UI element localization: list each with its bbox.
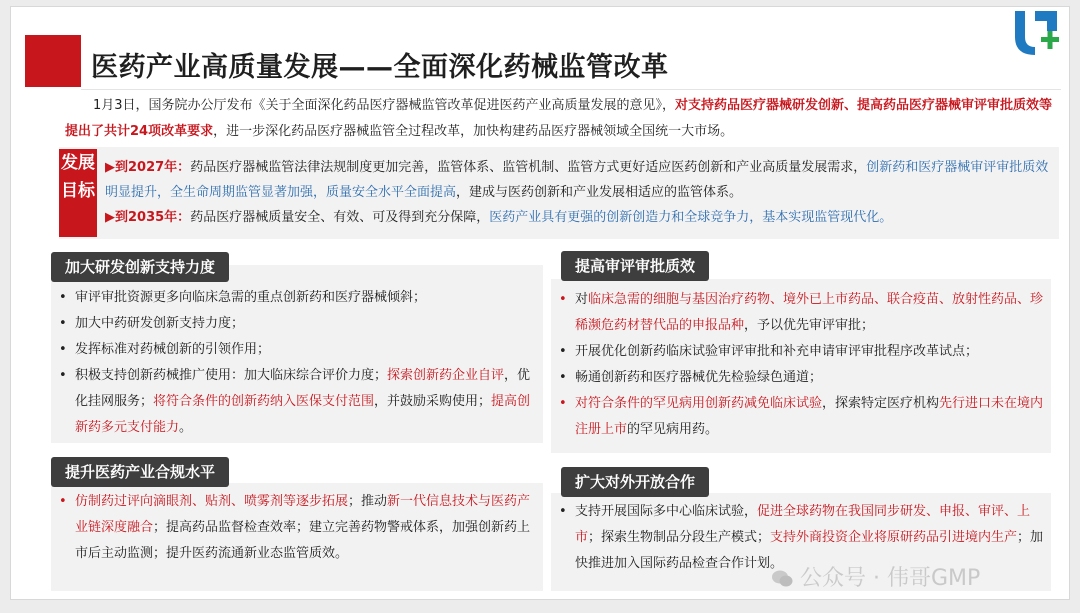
watermark-text: 公众号 · 伟哥GMP bbox=[800, 566, 981, 591]
goal-2035-text-1: 药品医疗器械质量安全、有效、可及得到充分保障， bbox=[190, 210, 490, 225]
goal-2027-text-2: 创新药和医疗器械审评审批质效明显提升，全生命周期监管显著加强，质量安全水平全面提高 bbox=[105, 160, 1049, 200]
goal-2027-year: ▶到2027年： bbox=[105, 160, 191, 175]
open-item-1-e: ；加快推进加入国际药品检查合作计划。 bbox=[575, 530, 1044, 571]
rd-item-4-d: 将符合条件的创新药纳入医保支付范围 bbox=[153, 394, 375, 409]
goals-tag: 发展目标 bbox=[59, 149, 97, 237]
rd-item-4-e: ，并鼓励采购使用； bbox=[374, 394, 492, 409]
open-item-1-c: ；探索生物制品分段生产模式； bbox=[588, 530, 771, 545]
compliance-item-1-b: ；推动 bbox=[348, 494, 388, 509]
development-goals-box bbox=[59, 147, 1059, 239]
review-section-title: 提高审评审批质效 bbox=[561, 251, 709, 281]
review-section-box bbox=[551, 279, 1051, 453]
compliance-item-1-a: 仿制药过评向滴眼剂、贴剂、喷雾剂等逐步拓展 bbox=[75, 494, 349, 509]
rd-item-4-f: 提高创新药多元支付能力 bbox=[75, 394, 531, 435]
intro-text-highlight: 对支持药品医疗器械研发创新、提高药品医疗器械审评审批质效等提出了共计24项改革要求 bbox=[65, 98, 1053, 139]
rd-item-4-b: 探索创新药企业自评 bbox=[387, 368, 505, 383]
page-title: 医药产业高质量发展——全面深化药械监管改革 bbox=[91, 52, 669, 83]
intro-paragraph bbox=[65, 93, 1065, 145]
review-item-4-a: 对符合条件的罕见病用创新药减免临床试验 bbox=[575, 396, 823, 411]
open-section-title: 扩大对外开放合作 bbox=[561, 467, 709, 497]
header-divider bbox=[81, 89, 1061, 90]
rd-section-title: 加大研发创新支持力度 bbox=[51, 252, 229, 282]
rd-item-4 bbox=[51, 363, 543, 441]
compliance-section-box bbox=[51, 483, 543, 591]
wechat-icon bbox=[771, 569, 793, 589]
watermark bbox=[771, 561, 980, 592]
open-item-1-a: 支持开展国际多中心临床试验， bbox=[575, 504, 758, 519]
goal-2027 bbox=[105, 155, 1051, 205]
goal-2035-year: ▶到2035年： bbox=[105, 210, 191, 225]
review-item-4 bbox=[551, 391, 1051, 443]
goal-2027-text-1: 药品医疗器械监管法律法规制度更加完善，监管体系、监管机制、监管方式更好适应医药创新和产业高质量发展需求， bbox=[190, 160, 867, 175]
review-item-3: • 畅通创新药和医疗器械优先检验绿色通道； bbox=[551, 365, 1051, 391]
goal-2035-text-2: 医药产业具有更强的创新创造力和全球竞争力，基本实现监管现代化。 bbox=[489, 210, 893, 225]
rd-item-3: • 发挥标准对药械创新的引领作用； bbox=[51, 337, 543, 363]
slide bbox=[10, 6, 1070, 600]
review-item-1-b: 临床急需的细胞与基因治疗药物、境外已上市药品、联合疫苗、放射性药品、珍稀濒危药材替代品的申报品种 bbox=[575, 292, 1044, 333]
compliance-section-title: 提升医药产业合规水平 bbox=[51, 457, 229, 487]
compliance-item-1-c: 新一代信息技术与医药产业链深度融合 bbox=[75, 494, 531, 535]
compliance-item-1-d: ；提高药品监督检查效率；建立完善药物警戒体系，加强创新药上市后主动监测；提升医药流通新业态监管质效。 bbox=[75, 520, 531, 561]
goals-text bbox=[105, 155, 1051, 230]
goal-2035 bbox=[105, 205, 1051, 230]
rd-item-4-c: ，优化挂网服务； bbox=[75, 368, 531, 409]
title-accent-bar bbox=[25, 35, 81, 87]
brand-logo-icon bbox=[1011, 7, 1061, 57]
intro-text-1: 1月3日，国务院办公厅发布《关于全面深化药品医疗器械监管改革促进医药产业高质量发展的意见》， bbox=[93, 98, 676, 113]
review-item-1 bbox=[551, 287, 1051, 339]
open-item-1-d: 支持外商投资企业将原研药品引进境内生产 bbox=[770, 530, 1018, 545]
review-item-2: • 开展优化创新药临床试验审评审批和补充申请审评审批程序改革试点； bbox=[551, 339, 1051, 365]
rd-item-1: • 审评审批资源更多向临床急需的重点创新药和医疗器械倾斜； bbox=[51, 285, 543, 311]
review-item-1-c: ，予以优先审评审批； bbox=[744, 318, 875, 333]
rd-item-4-a: 积极支持创新药械推广使用：加大临床综合评价力度； bbox=[75, 368, 388, 383]
goal-2027-text-3: ，建成与医药创新和产业发展相适应的监管体系。 bbox=[456, 185, 743, 200]
rd-item-4-g: 。 bbox=[179, 420, 193, 435]
compliance-item-1 bbox=[51, 489, 543, 567]
rd-section-box bbox=[51, 265, 543, 443]
intro-text-3: ，进一步深化药品医疗器械监管全过程改革，加快构建药品医疗器械领域全国统一大市场。 bbox=[213, 124, 734, 139]
review-item-4-d: 的罕见病用药。 bbox=[627, 422, 719, 437]
review-item-4-b: ，探索特定医疗机构 bbox=[822, 396, 940, 411]
review-item-1-a: 对 bbox=[575, 292, 589, 307]
rd-item-2: • 加大中药研发创新支持力度； bbox=[51, 311, 543, 337]
open-item-1-b: 促进全球药物在我国同步研发、申报、审评、上市 bbox=[575, 504, 1031, 545]
review-item-4-c: 先行进口未在境内注册上市 bbox=[575, 396, 1044, 437]
